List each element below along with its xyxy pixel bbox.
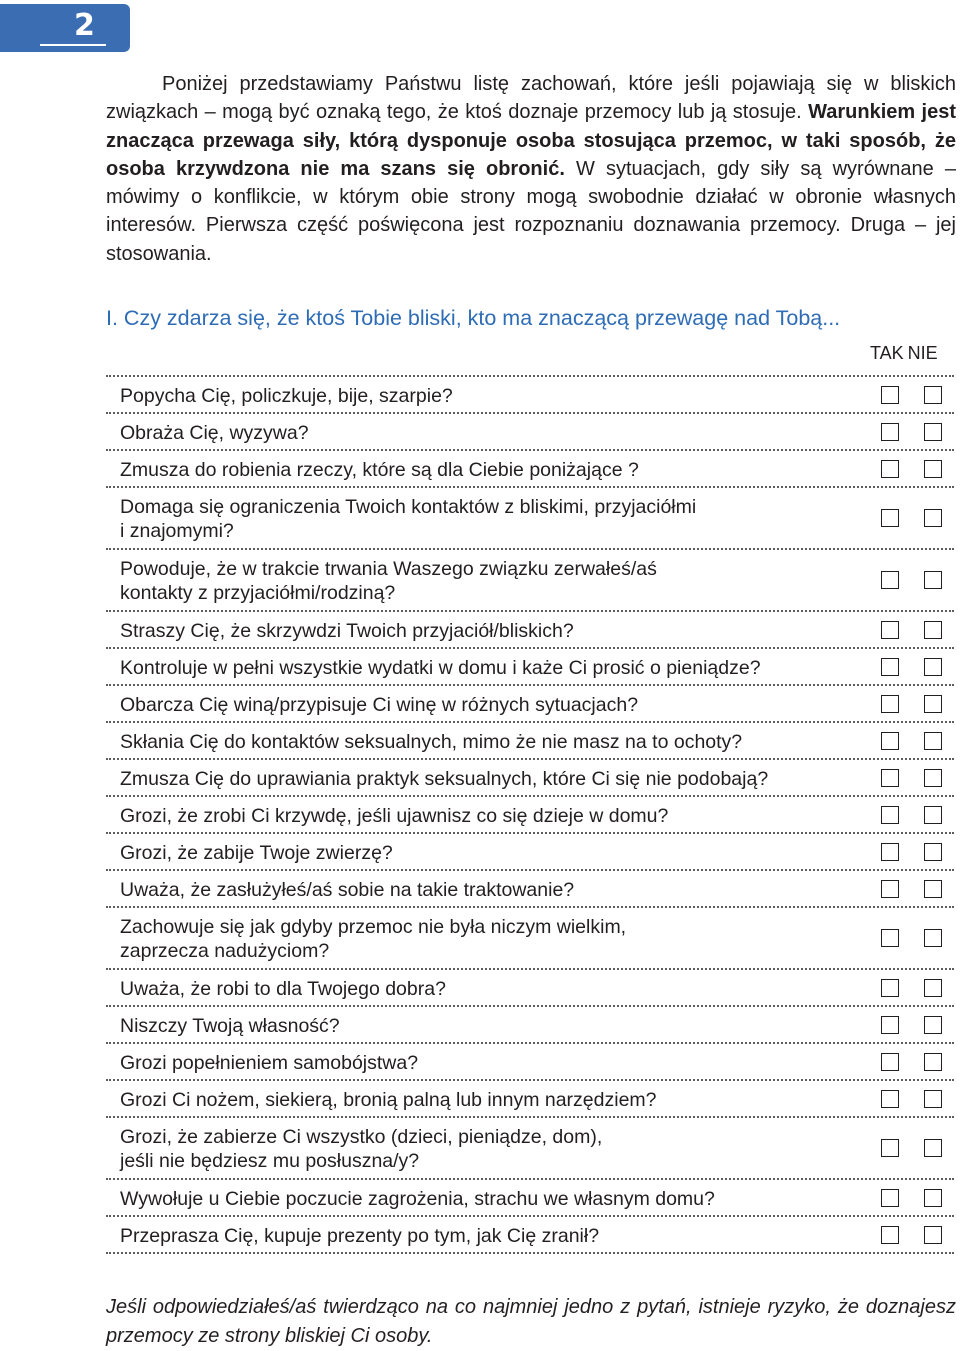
column-no-label: NIE [907, 343, 938, 363]
intro-text-2: W sytuacjach, gdy siły są wyrównane – mówimy o konflikcie, w którym obie strony mogą swobodnie działać w obronie własnych interesów. Pierwsza część poświęcona jest rozpoznaniu doznawania przemocy. Druga – jej stosowania. [106, 157, 956, 265]
question-row [106, 1081, 954, 1118]
tak-checkbox[interactable] [881, 929, 899, 947]
answer-column-header [870, 343, 942, 364]
question-row [106, 550, 954, 612]
nie-checkbox[interactable] [924, 423, 942, 441]
question-list [106, 375, 954, 1254]
nie-checkbox[interactable] [924, 621, 942, 639]
question-row [106, 414, 954, 451]
nie-checkbox[interactable] [924, 1090, 942, 1108]
question-text: Zachowuje się jak gdyby przemoc nie była niczym wielkim, zaprzecza nadużyciom? [120, 916, 627, 962]
nie-checkbox[interactable] [924, 509, 942, 527]
tak-checkbox[interactable] [881, 386, 899, 404]
question-row [106, 1118, 954, 1180]
question-text: Straszy Cię, że skrzywdzi Twoich przyjaciół/bliskich? [120, 620, 574, 642]
nie-checkbox[interactable] [924, 843, 942, 861]
question-text: Powoduje, że w trakcie trwania Waszego związku zerwałeś/aś kontakty z przyjaciółmi/rodziną? [120, 558, 657, 604]
tak-checkbox[interactable] [881, 769, 899, 787]
nie-checkbox[interactable] [924, 658, 942, 676]
tak-checkbox[interactable] [881, 1016, 899, 1034]
nie-checkbox[interactable] [924, 806, 942, 824]
question-text: Uważa, że zasłużyłeś/aś sobie na takie traktowanie? [120, 879, 575, 901]
nie-checkbox[interactable] [924, 769, 942, 787]
tak-checkbox[interactable] [881, 695, 899, 713]
nie-checkbox[interactable] [924, 880, 942, 898]
question-row [106, 377, 954, 414]
section-title: I. Czy zdarza się, że ktoś Tobie bliski, kto ma znaczącą przewagę nad Tobą... [106, 306, 841, 330]
page-number-underline [40, 44, 106, 46]
tak-checkbox[interactable] [881, 880, 899, 898]
question-text: Grozi Ci nożem, siekierą, bronią palną lub innym narzędziem? [120, 1089, 657, 1111]
question-row [106, 723, 954, 760]
question-row [106, 649, 954, 686]
question-row [106, 686, 954, 723]
question-text: Kontroluje w pełni wszystkie wydatki w domu i każe Ci prosić o pieniądze? [120, 657, 761, 679]
page-number: 2 [74, 8, 95, 43]
nie-checkbox[interactable] [924, 571, 942, 589]
tak-checkbox[interactable] [881, 1090, 899, 1108]
nie-checkbox[interactable] [924, 1053, 942, 1071]
question-text: Grozi, że zabierze Ci wszystko (dzieci, pieniądze, dom), jeśli nie będziesz mu posłuszna/y? [120, 1126, 603, 1172]
tak-checkbox[interactable] [881, 423, 899, 441]
intro-paragraph [106, 70, 956, 268]
question-text: Skłania Cię do kontaktów seksualnych, mimo że nie masz na to ochoty? [120, 731, 743, 753]
question-text: Niszczy Twoją własność? [120, 1015, 340, 1037]
question-row [106, 970, 954, 1007]
nie-checkbox[interactable] [924, 732, 942, 750]
question-text: Wywołuje u Ciebie poczucie zagrożenia, strachu we własnym domu? [120, 1188, 715, 1210]
question-text: Domaga się ograniczenia Twoich kontaktów z bliskimi, przyjaciółmi i znajomymi? [120, 496, 697, 542]
tak-checkbox[interactable] [881, 658, 899, 676]
question-text: Zmusza Cię do uprawiania praktyk seksualnych, które Ci się nie podobają? [120, 768, 769, 790]
tak-checkbox[interactable] [881, 806, 899, 824]
tak-checkbox[interactable] [881, 460, 899, 478]
question-row [106, 1007, 954, 1044]
tak-checkbox[interactable] [881, 509, 899, 527]
tak-checkbox[interactable] [881, 979, 899, 997]
nie-checkbox[interactable] [924, 1189, 942, 1207]
question-text: Grozi, że zabije Twoje zwierzę? [120, 842, 393, 864]
tak-checkbox[interactable] [881, 621, 899, 639]
question-text: Uważa, że robi to dla Twojego dobra? [120, 978, 446, 1000]
question-text: Zmusza do robienia rzeczy, które są dla Ciebie poniżające ? [120, 459, 639, 481]
question-text: Popycha Cię, policzkuje, bije, szarpie? [120, 385, 453, 407]
page-number-tab [0, 4, 130, 52]
nie-checkbox[interactable] [924, 695, 942, 713]
tak-checkbox[interactable] [881, 732, 899, 750]
question-row [106, 908, 954, 970]
question-row [106, 451, 954, 488]
question-row [106, 834, 954, 871]
tak-checkbox[interactable] [881, 1189, 899, 1207]
question-row [106, 612, 954, 649]
question-row [106, 1180, 954, 1217]
tak-checkbox[interactable] [881, 1226, 899, 1244]
nie-checkbox[interactable] [924, 1016, 942, 1034]
question-row [106, 760, 954, 797]
question-row [106, 1217, 954, 1254]
nie-checkbox[interactable] [924, 460, 942, 478]
tak-checkbox[interactable] [881, 1053, 899, 1071]
question-row [106, 1044, 954, 1081]
nie-checkbox[interactable] [924, 979, 942, 997]
tak-checkbox[interactable] [881, 843, 899, 861]
nie-checkbox[interactable] [924, 929, 942, 947]
intro-text-bold: Warunkiem jest znacząca przewaga siły, którą dysponuje osoba stosująca przemoc, w taki sposób, że osoba krzywdzona nie ma szans się obronić. [106, 101, 956, 180]
question-text: Przeprasza Cię, kupuje prezenty po tym, jak Cię zranił? [120, 1225, 600, 1247]
question-text: Obraża Cię, wyzywa? [120, 422, 309, 444]
tak-checkbox[interactable] [881, 571, 899, 589]
question-text: Obarcza Cię winą/przypisuje Ci winę w różnych sytuacjach? [120, 694, 639, 716]
question-text: Grozi popełnieniem samobójstwa? [120, 1052, 419, 1074]
question-row [106, 797, 954, 834]
tak-checkbox[interactable] [881, 1139, 899, 1157]
intro-text-1: Poniżej przedstawiamy Państwu listę zachowań, które jeśli pojawiają się w bliskich związkach – mogą być oznaką tego, że ktoś doznaje przemocy lub ją stosuje. [106, 73, 956, 124]
nie-checkbox[interactable] [924, 1226, 942, 1244]
column-yes-label: TAK [870, 343, 904, 363]
question-text: Grozi, że zrobi Ci krzywdę, jeśli ujawnisz co się dzieje w domu? [120, 805, 669, 827]
nie-checkbox[interactable] [924, 386, 942, 404]
question-row [106, 871, 954, 908]
question-row [106, 488, 954, 550]
nie-checkbox[interactable] [924, 1139, 942, 1157]
footer-note: Jeśli odpowiedziałeś/aś twierdząco na co najmniej jedno z pytań, istnieje ryzyko, że doznajesz przemocy ze strony bliskiej Ci osoby. [106, 1296, 956, 1347]
